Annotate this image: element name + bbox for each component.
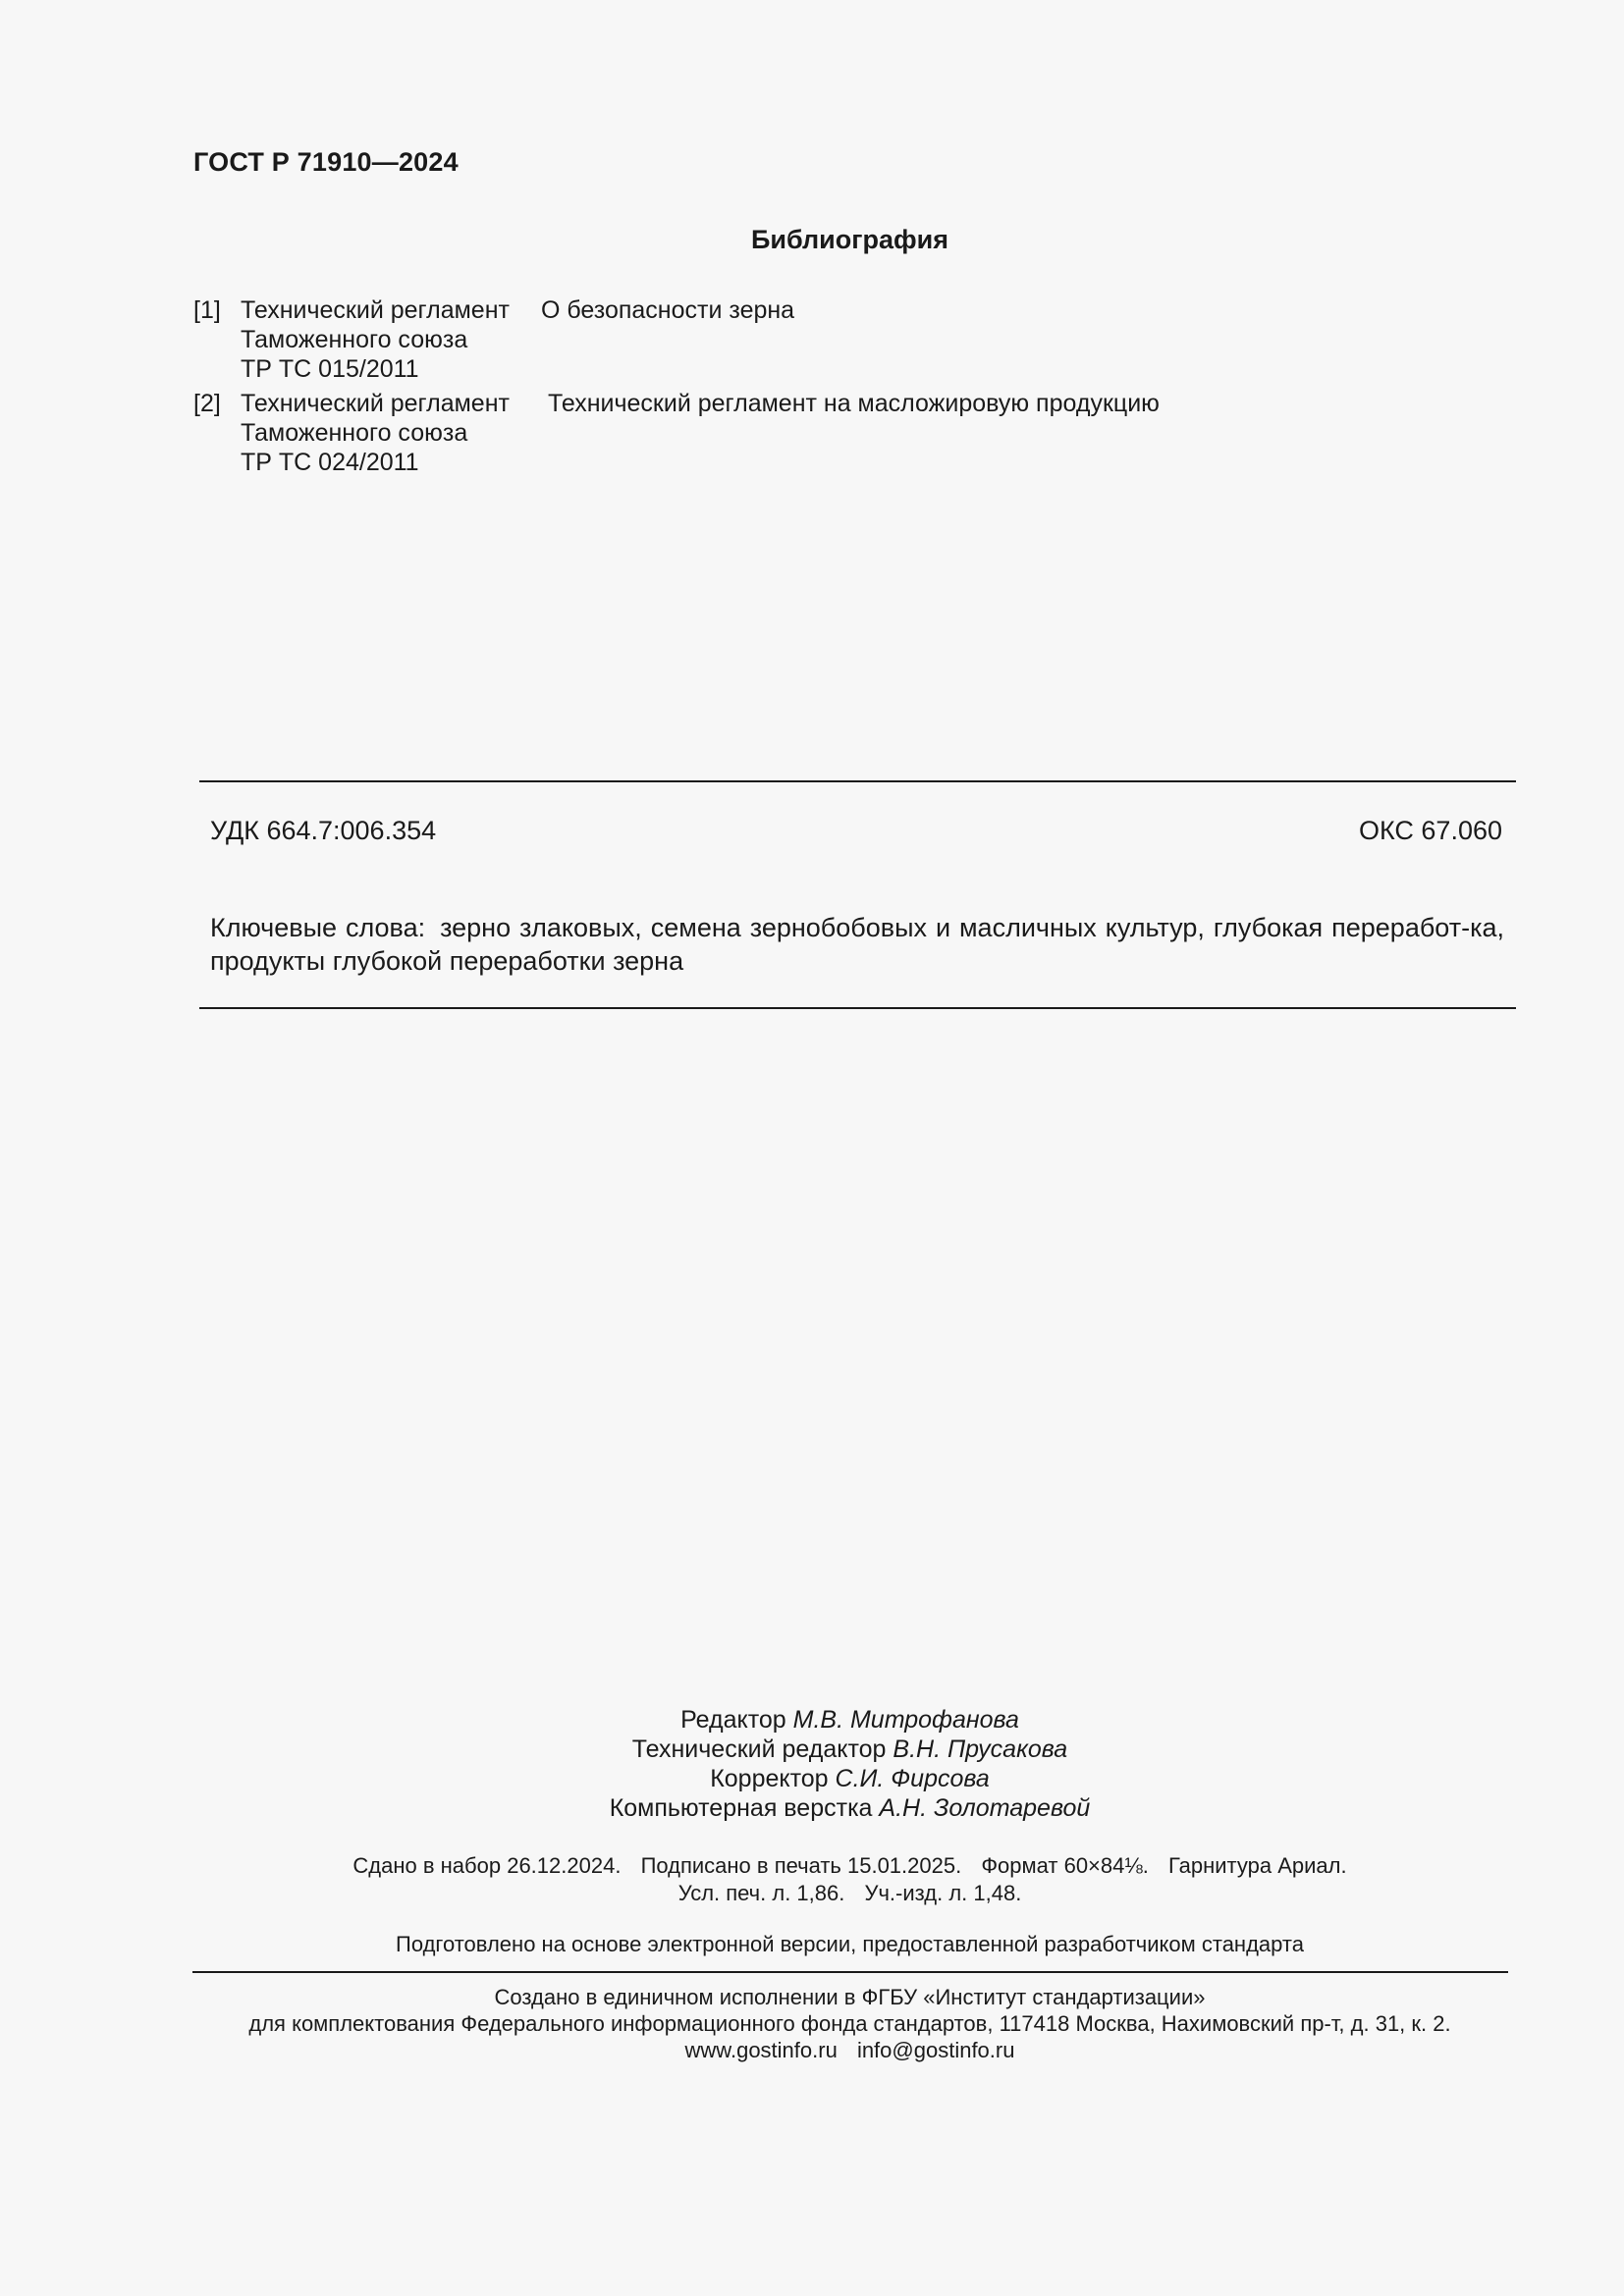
bibliography-entry-source bbox=[241, 295, 510, 384]
footer-line: для комплектования Федерального информационного фонда стандартов, 117418 Москва, Нахимовский пр-т, д. 31, к. 2. bbox=[248, 2011, 1451, 2036]
imprint-line bbox=[0, 1880, 1624, 1907]
credit-line bbox=[0, 1705, 1624, 1735]
credit-name: С.И. Фирсова bbox=[835, 1765, 990, 1792]
credits-block bbox=[0, 1705, 1624, 1823]
bibliography-source-line: Технический регламент bbox=[241, 390, 510, 417]
footer-block bbox=[0, 1984, 1624, 2063]
imprint-format: Формат 60×84⅛. bbox=[981, 1853, 1149, 1878]
oks-code: ОКС 67.060 bbox=[1358, 816, 1502, 845]
footer-line: Создано в единичном исполнении в ФГБУ «Институт стандартизации» bbox=[494, 1985, 1206, 2009]
imprint-typeface: Гарнитура Ариал. bbox=[1167, 1853, 1347, 1878]
footer-divider bbox=[192, 1971, 1508, 1973]
bibliography-entry-title: О безопасности зерна bbox=[541, 296, 795, 324]
bibliography-source-line: ТР ТС 024/2011 bbox=[241, 449, 419, 476]
bibliography-title: Библиография bbox=[751, 225, 948, 254]
bibliography-entry-number: [1] bbox=[193, 296, 221, 324]
credit-line bbox=[0, 1793, 1624, 1823]
credit-role: Компьютерная верстка bbox=[609, 1794, 873, 1822]
imprint-signed: Подписано в печать 15.01.2025. bbox=[640, 1853, 962, 1878]
bibliography-source-line: Таможенного союза bbox=[241, 326, 468, 353]
imprint-block bbox=[0, 1852, 1624, 1907]
credit-role: Технический редактор bbox=[631, 1735, 887, 1763]
bibliography-entry-source bbox=[241, 389, 510, 477]
imprint-submitted: Сдано в набор 26.12.2024. bbox=[352, 1853, 622, 1878]
credit-name: В.Н. Прусакова bbox=[893, 1735, 1068, 1763]
bibliography-source-line: ТР ТС 015/2011 bbox=[241, 355, 419, 383]
classification-top-divider bbox=[199, 780, 1516, 782]
classification-bottom-divider bbox=[199, 1007, 1516, 1009]
bibliography-source-line: Таможенного союза bbox=[241, 419, 468, 447]
imprint-line bbox=[0, 1852, 1624, 1880]
credit-line bbox=[0, 1764, 1624, 1793]
bibliography-source-line: Технический регламент bbox=[241, 296, 510, 324]
credit-name: М.В. Митрофанова bbox=[792, 1706, 1019, 1734]
credit-line bbox=[0, 1735, 1624, 1764]
prepared-note: Подготовлено на основе электронной версии, предоставленной разработчиком стандарта bbox=[396, 1932, 1304, 1956]
udc-code: УДК 664.7:006.354 bbox=[210, 816, 437, 845]
keywords-label: Ключевые слова: bbox=[210, 913, 426, 942]
keywords-block bbox=[210, 911, 1504, 978]
bibliography-entry-title: Технический регламент на масложировую продукцию bbox=[548, 390, 1160, 417]
footer-email-link[interactable]: info@gostinfo.ru bbox=[856, 2038, 1015, 2062]
keywords-text: зерно злаковых, семена зернобобовых и масличных культур, глубокая переработ-ка, продукты глубокой переработки зерна bbox=[210, 913, 1504, 976]
bibliography-entry-number: [2] bbox=[193, 390, 221, 417]
imprint-print-sheets: Усл. печ. л. 1,86. bbox=[677, 1881, 845, 1905]
credit-name: А.Н. Золотаревой bbox=[879, 1794, 1091, 1822]
credit-role: Редактор bbox=[680, 1706, 786, 1734]
footer-website-link[interactable]: www.gostinfo.ru bbox=[684, 2038, 838, 2062]
document-id: ГОСТ Р 71910—2024 bbox=[193, 147, 459, 177]
footer-contacts bbox=[0, 2037, 1624, 2063]
credit-role: Корректор bbox=[710, 1765, 829, 1792]
imprint-publisher-sheets: Уч.-изд. л. 1,48. bbox=[864, 1881, 1022, 1905]
